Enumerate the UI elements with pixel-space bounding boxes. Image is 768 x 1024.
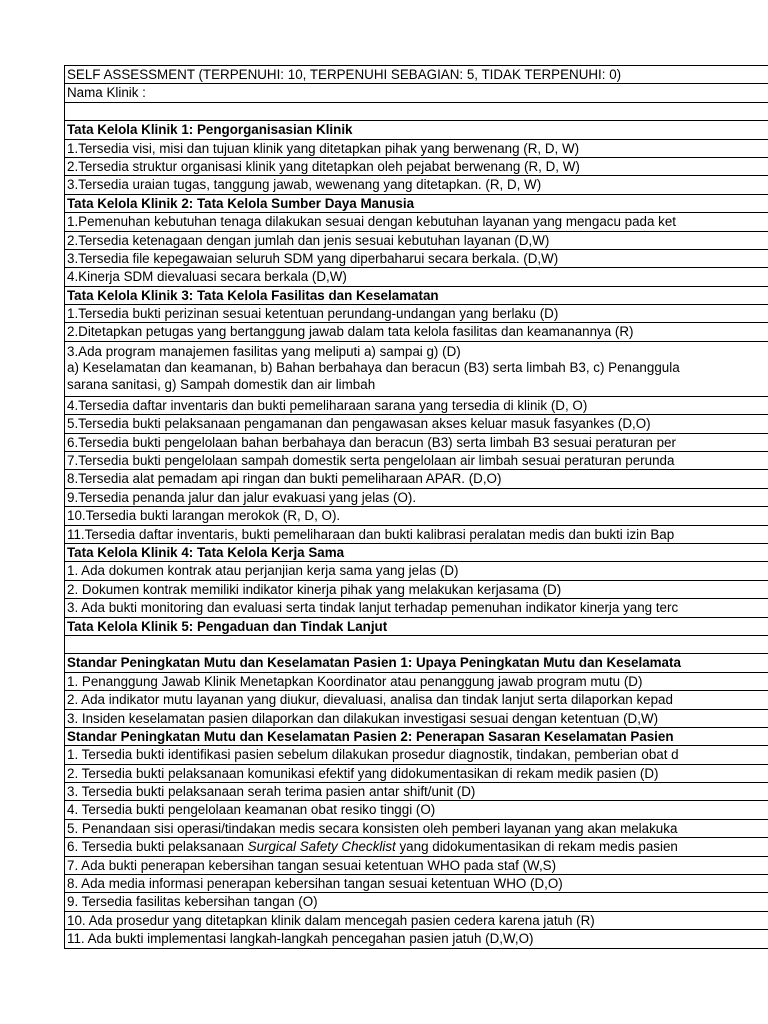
section-header[interactable]: Tata Kelola Klinik 3: Tata Kelola Fasilitas dan Keselamatan — [65, 287, 768, 305]
assessment-sheet — [64, 65, 768, 949]
criteria-text: 6. Tersedia bukti pelaksanaan — [67, 839, 248, 855]
criteria-row[interactable]: 3.Tersedia uraian tugas, tanggung jawab, wewenang yang ditetapkan. (R, D, W) — [65, 176, 768, 194]
section-header[interactable]: Standar Peningkatan Mutu dan Keselamatan Pasien 1: Upaya Peningkatan Mutu dan Keselamata — [65, 654, 768, 672]
criteria-row[interactable]: 1. Tersedia bukti identifikasi pasien sebelum dilakukan prosedur diagnostik, tindakan, pemberian obat d — [65, 746, 768, 764]
section-header[interactable]: Tata Kelola Klinik 1: Pengorganisasian Klinik — [65, 121, 768, 139]
criteria-row[interactable]: 3.Tersedia file kepegawaian seluruh SDM yang diperbaharui secara berkala. (D,W) — [65, 250, 768, 268]
criteria-row[interactable]: 4.Tersedia daftar inventaris dan bukti pemeliharaan sarana yang tersedia di klinik (D, O) — [65, 397, 768, 415]
criteria-row[interactable]: 3. Ada bukti monitoring dan evaluasi serta tindak lanjut terhadap pemenuhan indikator kinerja yang terc — [65, 599, 768, 617]
clinic-name-field[interactable]: Nama Klinik : — [65, 84, 768, 102]
criteria-row[interactable] — [65, 342, 768, 397]
criteria-row[interactable]: 5.Tersedia bukti pelaksanaan pengamanan dan pengawasan akses keluar masuk fasyankes (D,O) — [65, 415, 768, 433]
criteria-row[interactable]: 3. Insiden keselamatan pasien dilaporkan dan dilakukan investigasi sesuai dengan ketentuan (D,W) — [65, 710, 768, 728]
criteria-row[interactable]: 4. Tersedia bukti pengelolaan keamanan obat resiko tinggi (O) — [65, 801, 768, 819]
criteria-row[interactable] — [65, 838, 768, 856]
sheet-title[interactable]: SELF ASSESSMENT (TERPENUHI: 10, TERPENUHI SEBAGIAN: 5, TIDAK TERPENUHI: 0) — [65, 66, 768, 84]
criteria-row[interactable]: 1.Tersedia visi, misi dan tujuan klinik yang ditetapkan pihak yang berwenang (R, D, W) — [65, 140, 768, 158]
criteria-row[interactable]: 11.Tersedia daftar inventaris, bukti pemeliharaan dan bukti kalibrasi peralatan medis dan bukti izin Bap — [65, 526, 768, 544]
criteria-row[interactable]: 1.Pemenuhan kebutuhan tenaga dilakukan sesuai dengan kebutuhan layanan yang mengacu pada ket — [65, 213, 768, 231]
criteria-line: a) Keselamatan dan keamanan, b) Bahan berbahaya dan beracun (B3) serta limbah B3, c) Penanggula — [67, 360, 680, 376]
criteria-row[interactable]: 7. Ada bukti penerapan kebersihan tangan sesuai ketentuan WHO pada staf (W,S) — [65, 857, 768, 875]
criteria-row[interactable]: 11. Ada bukti implementasi langkah-langkah pencegahan pasien jatuh (D,W,O) — [65, 930, 768, 948]
empty-row[interactable] — [65, 636, 768, 654]
criteria-row[interactable]: 10. Ada prosedur yang ditetapkan klinik dalam mencegah pasien cedera karena jatuh (R) — [65, 912, 768, 930]
criteria-row[interactable]: 1. Ada dokumen kontrak atau perjanjian kerja sama yang jelas (D) — [65, 562, 768, 580]
criteria-row[interactable]: 2.Tersedia struktur organisasi klinik yang ditetapkan oleh pejabat berwenang (R, D, W) — [65, 158, 768, 176]
criteria-row[interactable]: 8.Tersedia alat pemadam api ringan dan bukti pemeliharaan APAR. (D,O) — [65, 470, 768, 488]
empty-row[interactable] — [65, 103, 768, 121]
criteria-row[interactable]: 2. Tersedia bukti pelaksanaan komunikasi efektif yang didokumentasikan di rekam medik pasien (D) — [65, 765, 768, 783]
criteria-row[interactable]: 9. Tersedia fasilitas kebersihan tangan (O) — [65, 893, 768, 911]
criteria-row[interactable]: 7.Tersedia bukti pengelolaan sampah domestik serta pengelolaan air limbah sesuai peraturan perunda — [65, 452, 768, 470]
section-header[interactable]: Tata Kelola Klinik 4: Tata Kelola Kerja Sama — [65, 544, 768, 562]
section-header[interactable]: Tata Kelola Klinik 2: Tata Kelola Sumber Daya Manusia — [65, 195, 768, 213]
criteria-row[interactable]: 6.Tersedia bukti pengelolaan bahan berbahaya dan beracun (B3) serta limbah B3 sesuai peraturan per — [65, 434, 768, 452]
criteria-text: yang didokumentasikan di rekam medis pasien — [395, 839, 678, 855]
criteria-row[interactable]: 5. Penandaan sisi operasi/tindakan medis secara konsisten oleh pemberi layanan yang akan melakuka — [65, 820, 768, 838]
criteria-row[interactable]: 2.Ditetapkan petugas yang bertanggung jawab dalam tata kelola fasilitas dan keamanannya (R) — [65, 323, 768, 341]
criteria-row[interactable]: 2. Ada indikator mutu layanan yang diukur, dievaluasi, analisa dan tindak lanjut serta dilaporkan kepad — [65, 691, 768, 709]
criteria-row[interactable]: 2.Tersedia ketenagaan dengan jumlah dan jenis sesuai kebutuhan layanan (D,W) — [65, 232, 768, 250]
criteria-row[interactable]: 1. Penanggung Jawab Klinik Menetapkan Koordinator atau penanggung jawab program mutu (D) — [65, 673, 768, 691]
criteria-row[interactable]: 4.Kinerja SDM dievaluasi secara berkala (D,W) — [65, 268, 768, 286]
section-header[interactable]: Tata Kelola Klinik 5: Pengaduan dan Tindak Lanjut — [65, 618, 768, 636]
criteria-row[interactable]: 8. Ada media informasi penerapan kebersihan tangan sesuai ketentuan WHO (D,O) — [65, 875, 768, 893]
criteria-row[interactable]: 2. Dokumen kontrak memiliki indikator kinerja pihak yang melakukan kerjasama (D) — [65, 581, 768, 599]
criteria-emphasis: Surgical Safety Checklist — [247, 839, 396, 855]
criteria-line: sarana sanitasi, g) Sampah domestik dan air limbah — [67, 376, 376, 392]
criteria-row[interactable]: 9.Tersedia penanda jalur dan jalur evakuasi yang jelas (O). — [65, 489, 768, 507]
assessment-rows — [65, 103, 768, 949]
section-header[interactable]: Standar Peningkatan Mutu dan Keselamatan Pasien 2: Penerapan Sasaran Keselamatan Pasien — [65, 728, 768, 746]
criteria-row[interactable]: 10.Tersedia bukti larangan merokok (R, D, O). — [65, 507, 768, 525]
criteria-row[interactable]: 3. Tersedia bukti pelaksanaan serah terima pasien antar shift/unit (D) — [65, 783, 768, 801]
criteria-row[interactable]: 1.Tersedia bukti perizinan sesuai ketentuan perundang-undangan yang berlaku (D) — [65, 305, 768, 323]
criteria-line: 3.Ada program manajemen fasilitas yang meliputi a) sampai g) (D) — [67, 343, 461, 359]
